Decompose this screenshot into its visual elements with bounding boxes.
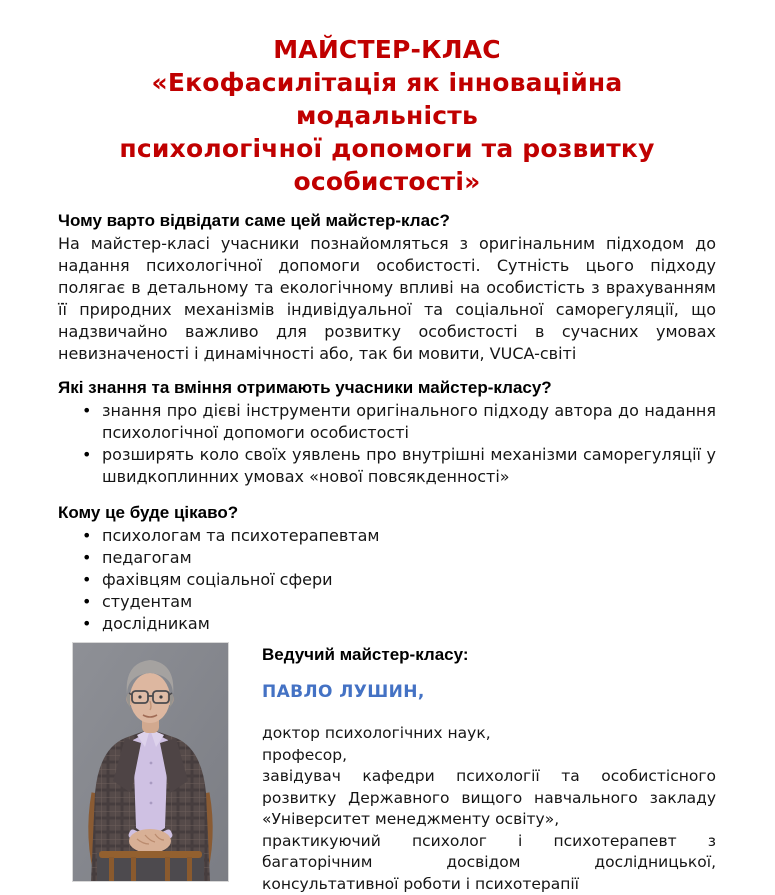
chair-rail [99, 851, 202, 858]
why-attend-heading: Чому варто відвідати саме цей майстер-клас? [58, 210, 716, 231]
presenter-label: Ведучий майстер-класу: [262, 644, 716, 665]
list-item: • психологам та психотерапевтам [58, 525, 716, 547]
chair-spindle [187, 857, 192, 881]
knowledge-skills-heading: Які знання та вміння отримають учасники майстер-класу? [58, 377, 716, 398]
presenter-detail-professor: професор, [262, 745, 716, 767]
presenter-info [262, 643, 716, 895]
audience-list [58, 525, 716, 635]
chair-spindle [165, 857, 170, 881]
title-line-3: психологічної допомоги та розвитку особистості» [58, 132, 716, 198]
why-attend-paragraph: На майстер-класі учасники познайомляться з оригінальним підходом до надання психологічної допомоги особистості. Сутність цього підходу полягає в детальному та екологічному впливі на особистість з врахуванням її природних механізмів індивідуальної та соціальної саморегуляції, що надзвичайно важливо для розвитку особистості в сучасних умовах невизначеності і динамічності або, так би мовити, VUCA-світі [58, 233, 716, 365]
eye [159, 695, 162, 698]
section-knowledge-skills [58, 377, 716, 488]
knowledge-skills-list [58, 400, 716, 488]
presenter-detail-degree: доктор психологічних наук, [262, 723, 716, 745]
list-item: • педагогам [58, 547, 716, 569]
chair-spindle [131, 857, 136, 881]
presenter-detail-position: завідувач кафедри психології та особистісного розвитку Державного вищого навчального закладу «Університет менеджменту освіту», [262, 766, 716, 831]
list-item: • студентам [58, 591, 716, 613]
page-title [58, 33, 716, 198]
title-line-1: МАЙСТЕР-КЛАС [58, 33, 716, 66]
list-item: • знання про дієві інструменти оригінального підходу автора до надання психологічної допомоги особистості [58, 400, 716, 444]
presenter-detail-practice: практикуючий психолог і психотерапевт з багаторічним досвідом дослідницької, консультативної роботи і психотерапії [262, 831, 716, 895]
list-item: • дослідникам [58, 613, 716, 635]
eye [138, 695, 141, 698]
list-item: • фахівцям соціальної сфери [58, 569, 716, 591]
presenter-photo-illustration [73, 643, 228, 881]
presenter-photo [73, 643, 228, 881]
audience-heading: Кому це буде цікаво? [58, 502, 716, 523]
title-line-2: «Екофасилітація як інноваційна модальність [58, 66, 716, 132]
presenter-name: ПАВЛО ЛУШИН, [262, 682, 716, 703]
section-audience [58, 502, 716, 635]
section-why-attend [58, 210, 716, 365]
hands [129, 829, 171, 853]
list-item: • розширять коло своїх уявлень про внутрішні механізми саморегуляції у швидкоплинних умовах «нової повсякденності» [58, 444, 716, 488]
presenter-section [58, 643, 716, 895]
chair-spindle [109, 857, 114, 881]
